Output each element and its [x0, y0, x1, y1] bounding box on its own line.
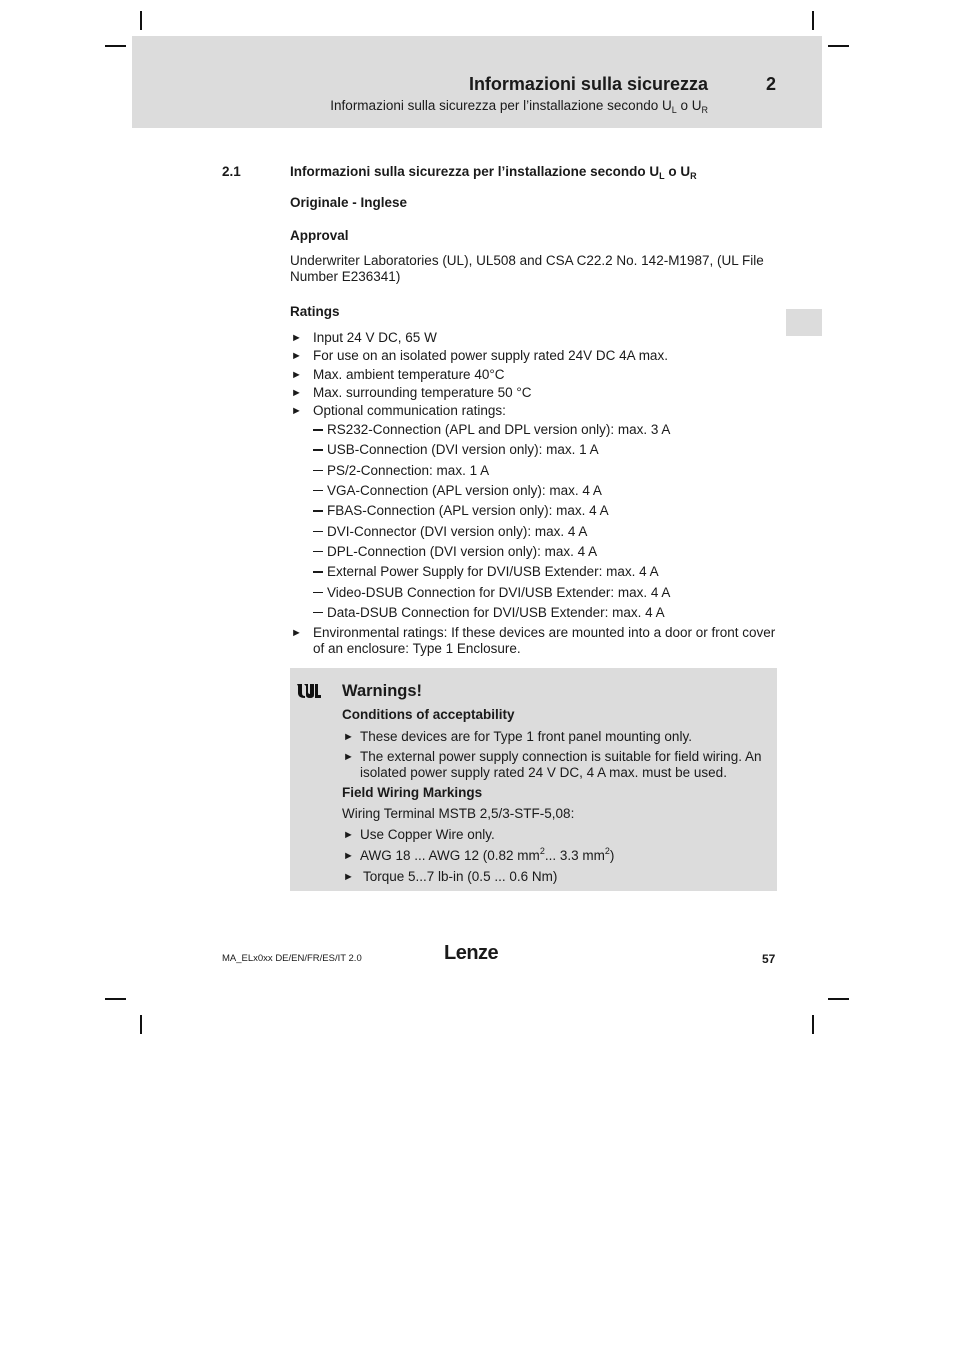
- wiring-list: [342, 827, 765, 885]
- field-wiring-heading: Field Wiring Markings: [342, 785, 483, 801]
- crop-mark: [828, 998, 849, 1000]
- page-number: 57: [762, 952, 776, 966]
- list-item: ► Torque 5...7 lb-in (0.5 ... 0.6 Nm): [342, 869, 765, 885]
- conditions-list: [342, 729, 765, 781]
- list-item: ► Use Copper Wire only.: [342, 827, 765, 843]
- warning-box: [290, 668, 777, 891]
- header-subtitle: Informazioni sulla sicurezza per l’installazione secondo $U_L$ o $U_R$: [330, 98, 708, 115]
- original-label: Originale - Inglese: [290, 195, 408, 210]
- chapter-side-tab: [786, 309, 822, 336]
- list-item: External Power Supply for DVI/USB Extender: max. 4 A: [313, 564, 780, 584]
- header-title: Informazioni sulla sicurezza: [468, 74, 708, 94]
- lenze-logo: Lenze: [444, 942, 499, 964]
- list-item: ► For use on an isolated power supply rated 24V DC 4A max.: [290, 348, 780, 366]
- ratings-heading: Ratings: [290, 304, 340, 319]
- comm-ratings-list: [313, 422, 780, 625]
- crop-mark: [105, 45, 126, 47]
- chapter-number: 2: [765, 74, 776, 94]
- main-content: [290, 164, 780, 891]
- list-item: ► These devices are for Type 1 front panel mounting only.: [342, 729, 765, 745]
- list-item: RS232-Connection (APL and DPL version only): max. 3 A: [313, 422, 780, 442]
- crop-mark: [140, 11, 142, 30]
- ratings-list: [290, 330, 780, 657]
- section-title: Informazioni sulla sicurezza per l’installazione secondo $U_L$ o $U_R$: [290, 164, 697, 181]
- approval-heading: Approval: [290, 228, 349, 243]
- list-item: Video-DSUB Connection for DVI/USB Extender: max. 4 A: [313, 585, 780, 605]
- list-item: FBAS-Connection (APL version only): max. 4 A: [313, 503, 780, 523]
- list-item: DVI-Connector (DVI version only): max. 4 A: [313, 524, 780, 544]
- wiring-terminal: Wiring Terminal MSTB 2,5/3-STF-5,08:: [342, 806, 575, 822]
- warning-title: Warnings!: [342, 682, 423, 701]
- list-item: ► Environmental ratings: If these devices are mounted into a door or front cover of an enclosure: Type 1 Enclosure.: [290, 625, 780, 657]
- list-item: ► AWG 18 ... AWG 12 (0.82 $mm^2$... 3.3 $mm^2$): [342, 848, 765, 864]
- conditions-heading: Conditions of acceptability: [342, 707, 515, 723]
- page-header: [132, 36, 822, 128]
- list-item: DPL-Connection (DVI version only): max. 4 A: [313, 544, 780, 564]
- list-item: ► Input 24 V DC, 65 W: [290, 330, 780, 348]
- list-item: ► The external power supply connection is suitable for field wiring. An isolated power supply rated 24 V DC, 4 A max. must be used.: [342, 749, 765, 781]
- list-item: Data-DSUB Connection for DVI/USB Extender: max. 4 A: [313, 605, 780, 625]
- crop-mark: [812, 11, 814, 30]
- crop-mark: [105, 998, 126, 1000]
- list-item: PS/2-Connection: max. 1 A: [313, 463, 780, 483]
- crop-mark: [828, 45, 849, 47]
- list-item: ► Max. surrounding temperature 50 °C: [290, 385, 780, 403]
- list-item: USB-Connection (DVI version only): max. 1 A: [313, 442, 780, 462]
- list-item: VGA-Connection (APL version only): max. 4 A: [313, 483, 780, 503]
- section-number: 2.1: [222, 164, 241, 179]
- crop-mark: [140, 1015, 142, 1034]
- footer-doc-code: MA_ELx0xx DE/EN/FR/ES/IT 2.0: [222, 953, 362, 964]
- list-item: ► Optional communication ratings: RS232-Connection (APL and DPL version only): max. 3 A USB-Connection (DVI version only): max. 1 A PS/2-Connection: max. 1 A VGA-Connection (APL version only): max. 4 A FBAS-Connection (APL version only): max. 4 A DVI-Connector (DVI version only): max. 4 A DPL-Connection (DVI version only): max. 4 A External Power Supply for DVI/USB Extender: max. 4 A Video-DSUB Connection for DVI/USB Extender: max. 4 A Data-DSUB Connection for DVI/USB Extender: max. 4 A: [290, 403, 780, 625]
- approval-text: Underwriter Laboratories (UL), UL508 and CSA C22.2 No. 142-M1987, (UL File Number E236341): [290, 253, 764, 284]
- list-item: ► Max. ambient temperature 40°C: [290, 367, 780, 385]
- ul-recognized-icon: [295, 681, 321, 701]
- crop-mark: [812, 1015, 814, 1034]
